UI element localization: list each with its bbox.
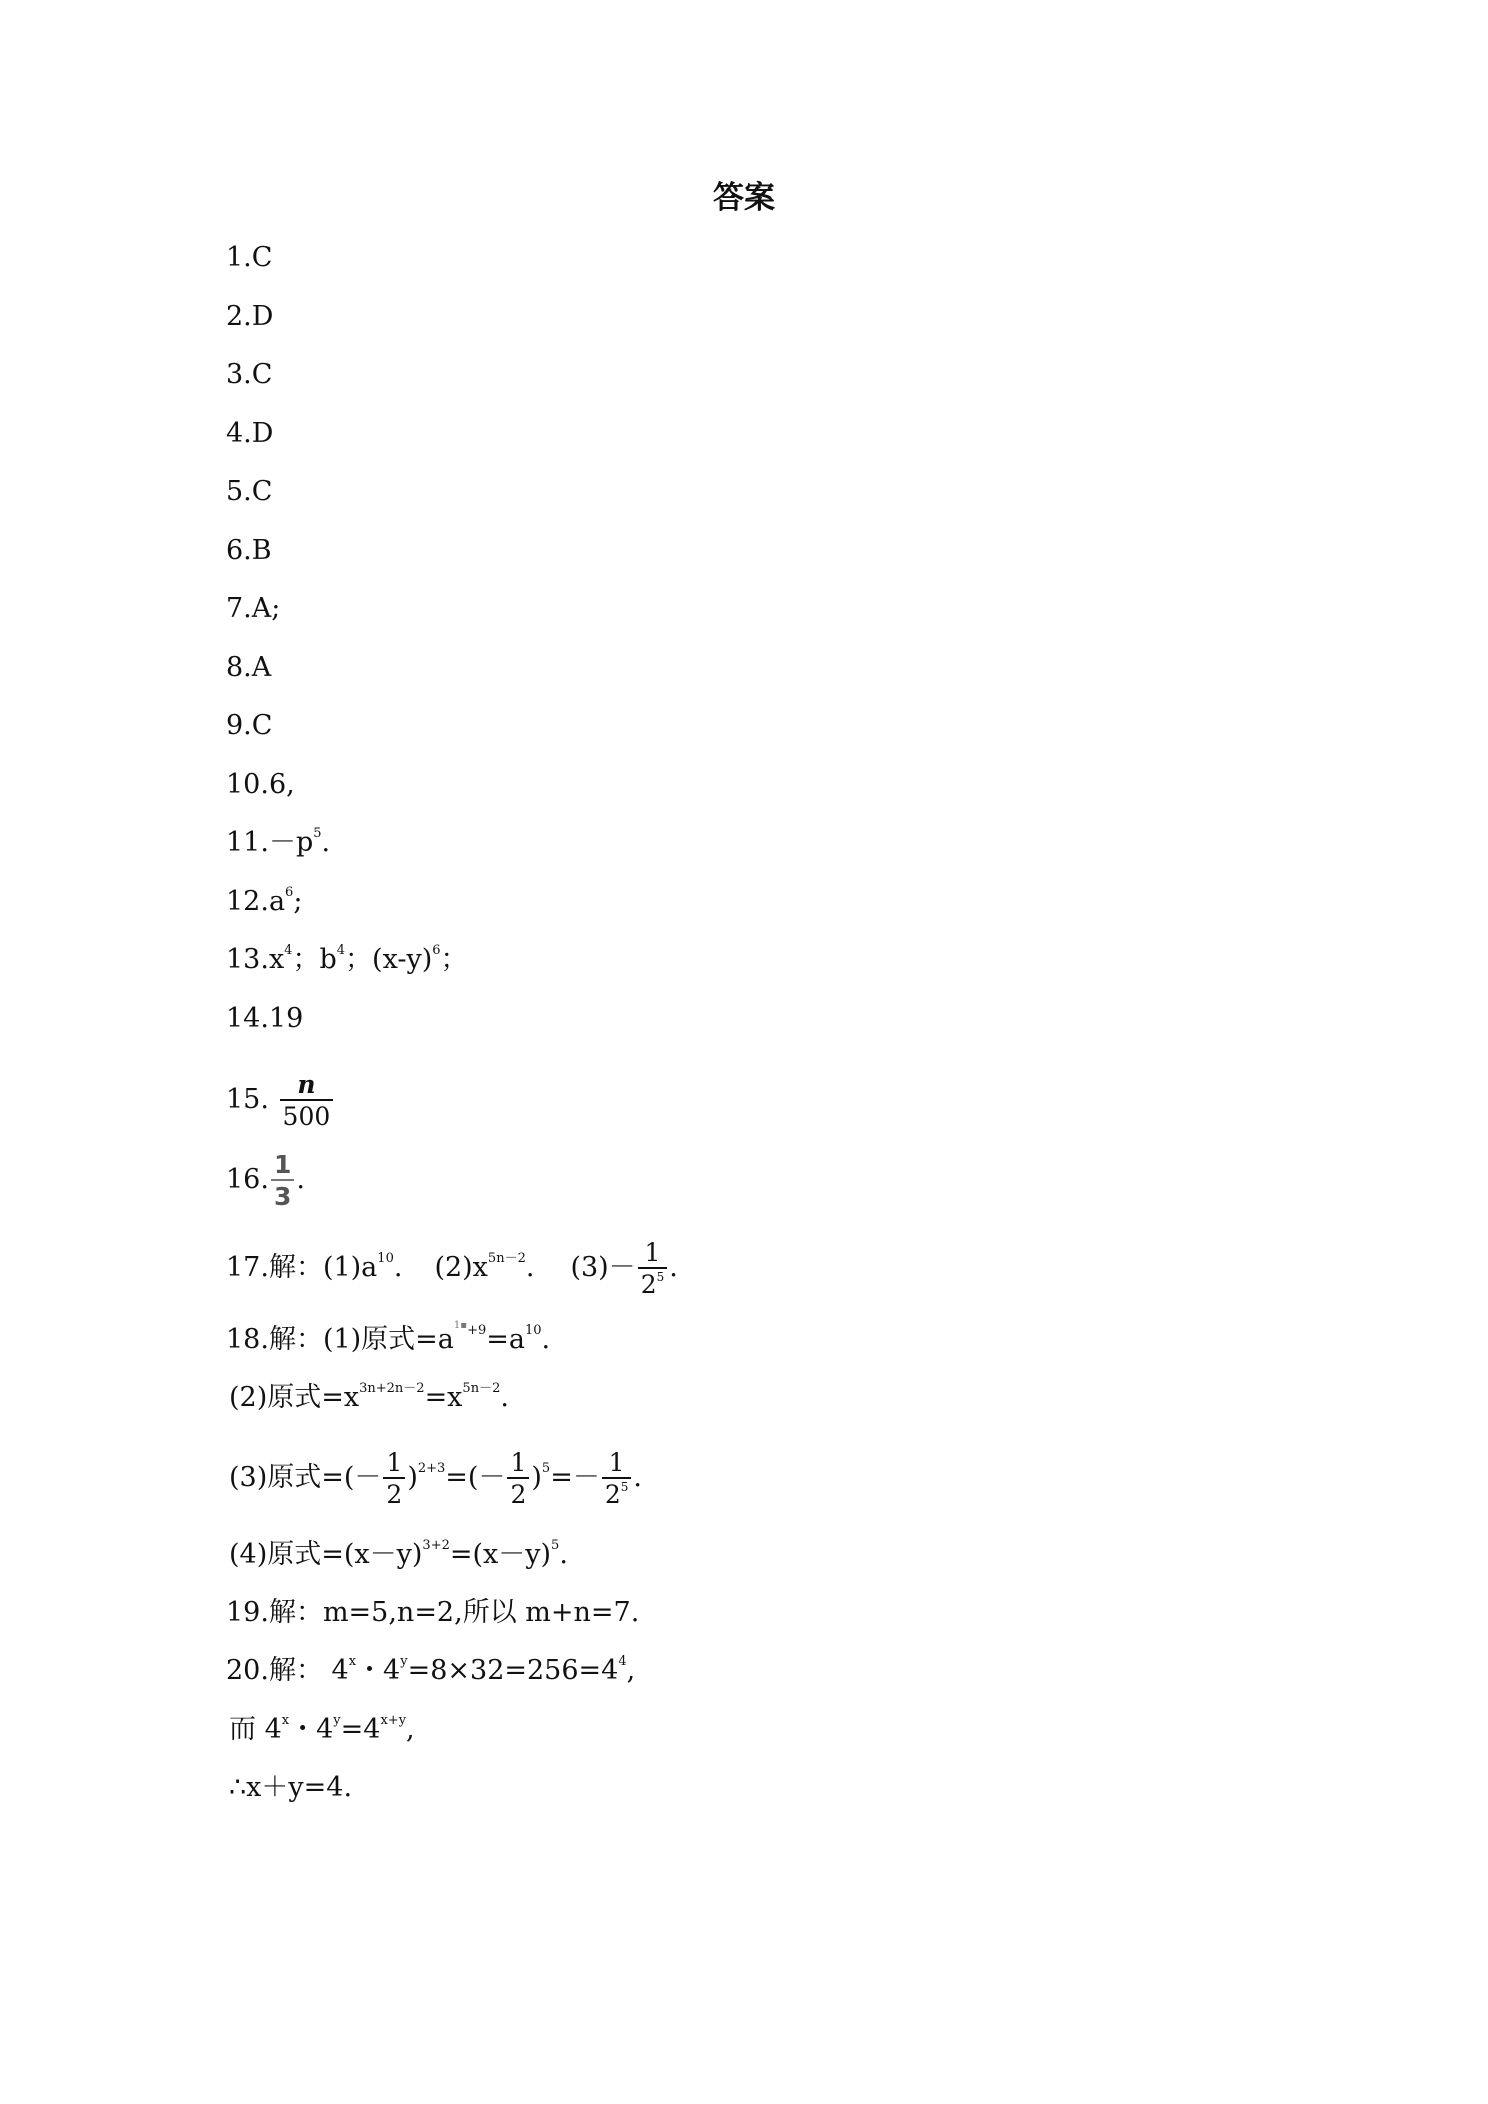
answer-3: 3.C	[226, 359, 273, 390]
fraction-one-over-two-pow-5: $\frac{1}{2^5}$	[638, 1240, 668, 1297]
page-title: 答案	[713, 180, 775, 216]
answer-7: 7.A;	[226, 593, 281, 624]
answer-6: 6.B	[226, 535, 272, 566]
answer-20-line-1: 20.解： 4$^x$・$4^y=8\times 32=256=4^4$,	[226, 1654, 636, 1686]
answer-18-line-4: (4)原式$=(x-y)^{3+2}=(x-y)^5$.	[229, 1538, 568, 1570]
answer-19: 19.解：m=5,n=2,所以 m+n=7.	[226, 1597, 640, 1628]
fraction-n-over-500: $\frac{n}{500}$	[280, 1072, 334, 1129]
answer-5: 5.C	[226, 476, 273, 507]
answer-9: 9.C	[226, 710, 273, 741]
answer-20-line-3: ∴x＋y=4.	[229, 1772, 353, 1803]
answer-8: 8.A	[226, 652, 272, 683]
answer-4: 4.D	[226, 418, 274, 449]
answer-17: 17.解：$(1)a^{10}$. $(2)x^{5n-2}$. (3)－ $\frac{1}{2^5}$ .	[226, 1238, 678, 1299]
answer-18-line-1: 18.解：(1)原式$=a^{^{1▪}+9}=a^{10}$.	[226, 1320, 551, 1355]
fraction-one-half-a: $\frac{1}{2}$	[383, 1450, 405, 1507]
answer-18-line-3: (3)原式=(－ $\frac{1}{2}$ )$^{2+3}$=(－ $\frac{1}{2}$ )$^5$=－ $\frac{1}{2^5}$ .	[229, 1448, 642, 1509]
answer-20-line-2: 而 4$^x$・$4^y=4^{x+y}$,	[229, 1713, 415, 1745]
answer-2: 2.D	[226, 301, 274, 332]
fraction-one-over-two-pow-5: $\frac{1}{2^5}$	[602, 1450, 632, 1507]
answer-14: 14.19	[226, 1003, 304, 1034]
answer-12: $12.a^6$;	[226, 885, 303, 917]
answer-13: $13.x^4$；$b^4$；$(x-y)^6$；	[226, 943, 468, 975]
answer-1: 1.C	[226, 242, 273, 273]
answer-15: 15. $\frac{n}{500}$	[226, 1070, 335, 1130]
answer-11: $11.-p^5$.	[226, 826, 331, 858]
answer-16: 16. $\frac{1}{3}$ .	[226, 1150, 305, 1211]
answer-10: 10.6,	[226, 769, 295, 800]
fraction-one-half-b: $\frac{1}{2}$	[507, 1450, 529, 1507]
fraction-one-third: $\frac{1}{3}$	[271, 1152, 294, 1209]
answer-18-line-2: (2)原式$=x^{3n+2n-2}=x^{5n-2}$.	[229, 1381, 509, 1413]
